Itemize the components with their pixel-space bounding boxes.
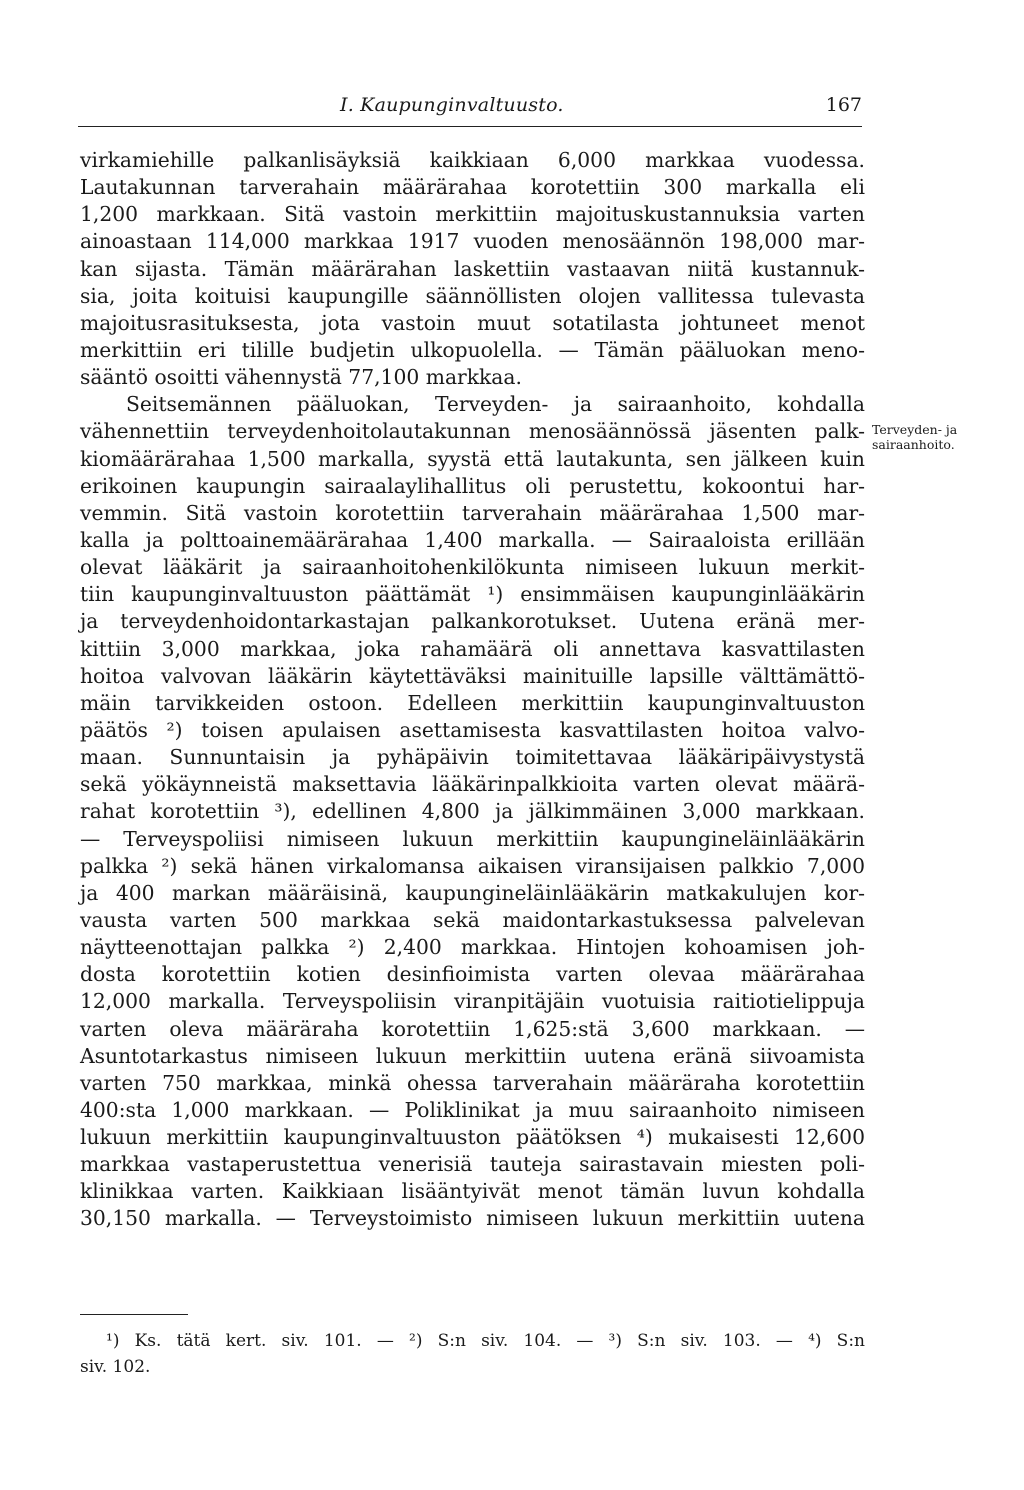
body-line: rahat korotettiin ³), edellinen 4,800 ja jälkimmäinen 3,000 markkaan. <box>80 799 865 824</box>
body-line: ainoastaan 114,000 markkaa 1917 vuoden menosäännön 198,000 mar- <box>80 229 865 254</box>
body-line: päätös ²) toisen apulaisen asettamisesta kasvattilasten hoitoa valvo- <box>80 717 865 742</box>
body-line: 12,000 markalla. Terveyspoliisin viranpitäjäin vuotuisia raitiotielippuja <box>80 989 865 1014</box>
body-line: 1,200 markkaan. Sitä vastoin merkittiin majoituskustannuksia varten <box>80 202 865 227</box>
body-line: lukuun merkittiin kaupunginvaltuuston päätöksen ⁴) mukaisesti 12,600 <box>80 1125 865 1150</box>
body-line: vemmin. Sitä vastoin korotettiin tarverahain määrärahaa 1,500 mar- <box>80 500 865 525</box>
footnote-rule <box>80 1314 188 1315</box>
body-line: kittiin 3,000 markkaa, joka rahamäärä oli annettava kasvattilasten <box>80 636 865 661</box>
body-line: ja terveydenhoidontarkastajan palkankorotukset. Uutena eränä mer- <box>80 609 865 634</box>
running-title: I. Kaupunginvaltuusto. <box>340 94 564 116</box>
body-line: varten oleva määräraha korotettiin 1,625:stä 3,600 markkaan. — <box>80 1016 865 1041</box>
running-header <box>78 92 862 122</box>
margin-note-line: Terveyden- ja <box>872 422 958 437</box>
margin-note <box>872 422 992 452</box>
body-line: virkamiehille palkanlisäyksiä kaikkiaan 6,000 markkaa vuodessa. <box>80 148 865 172</box>
body-text <box>80 147 865 1233</box>
body-line: dosta korotettiin kotien desinfioimista varten olevaa määrärahaa <box>80 962 865 987</box>
body-line: erikoinen kaupungin sairaalaylihallitus oli perustettu, kokoontui har- <box>80 473 865 498</box>
body-line: tiin kaupunginvaltuuston päättämät ¹) ensimmäisen kaupunginlääkärin <box>80 582 865 607</box>
header-rule <box>78 126 862 127</box>
body-line: Asuntotarkastus nimiseen lukuun merkittiin uutena eränä siivoamista <box>80 1043 865 1068</box>
body-line: maan. Sunnuntaisin ja pyhäpäivin toimitettavaa lääkäripäivystystä <box>80 745 865 770</box>
body-line: klinikkaa varten. Kaikkiaan lisääntyivät menot tämän luvun kohdalla <box>80 1179 865 1204</box>
footnote-line: siv. 102. <box>80 1357 151 1377</box>
body-line: — Terveyspoliisi nimiseen lukuun merkittiin kaupungineläinlääkärin <box>80 826 865 851</box>
body-line: näytteenottajan palkka ²) 2,400 markkaa. Hintojen kohoamisen joh- <box>80 935 865 960</box>
body-line: sääntö osoitti vähennystä 77,100 markkaa. <box>80 365 522 390</box>
body-line: vausta varten 500 markkaa sekä maidontarkastuksessa palvelevan <box>80 907 865 932</box>
body-line: Seitsemännen pääluokan, Terveyden- ja sairaanhoito, kohdalla <box>126 392 865 417</box>
body-line: kalla ja polttoainemäärärahaa 1,400 markalla. — Sairaaloista erillään <box>80 527 865 552</box>
body-line: merkittiin eri tilille budjetin ulkopuolella. — Tämän pääluokan meno- <box>80 337 865 362</box>
body-line: palkka ²) sekä hänen virkalomansa aikaisen viransijaisen palkkio 7,000 <box>80 853 865 878</box>
body-line: vähennettiin terveydenhoitolautakunnan menosäännössä jäsenten palk- <box>80 419 865 444</box>
footnotes <box>80 1328 865 1380</box>
body-line: kan sijasta. Tämän määrärahan laskettiin vastaavan niitä kustannuk- <box>80 256 865 281</box>
body-line: olevat lääkärit ja sairaanhoitohenkilökunta nimiseen lukuun merkit- <box>80 555 865 580</box>
body-line: ja 400 markan määräisinä, kaupungineläinlääkärin matkakulujen kor- <box>80 880 865 905</box>
body-line: Lautakunnan tarverahain määrärahaa korotettiin 300 markalla eli <box>80 175 865 200</box>
body-line: sia, joita koituisi kaupungille säännöllisten olojen vallitessa tulevasta <box>80 283 865 308</box>
margin-note-line: sairaanhoito. <box>872 437 955 452</box>
page-number: 167 <box>825 94 862 116</box>
body-line: markkaa vastaperustettua venerisiä tauteja sairastavain miesten poli- <box>80 1152 865 1177</box>
body-line: 400:sta 1,000 markkaan. — Poliklinikat ja muu sairaanhoito nimiseen <box>80 1097 865 1122</box>
body-line: kiomäärärahaa 1,500 markalla, syystä että lautakunta, sen jälkeen kuin <box>80 446 865 471</box>
body-line: varten 750 markkaa, minkä ohessa tarverahain määräraha korotettiin <box>80 1070 865 1095</box>
body-line: 30,150 markalla. — Terveystoimisto nimiseen lukuun merkittiin uutena <box>80 1206 865 1231</box>
footnote-line: ¹) Ks. tätä kert. siv. 101. — ²) S:n siv. 104. — ³) S:n siv. 103. — ⁴) S:n <box>106 1331 865 1351</box>
body-line: mäin tarvikkeiden ostoon. Edelleen merkittiin kaupunginvaltuuston <box>80 690 865 715</box>
body-line: hoitoa valvovan lääkärin käytettäväksi mainituille lapsille välttämättö- <box>80 663 865 688</box>
body-line: sekä yökäynneistä maksettavia lääkärinpalkkioita varten olevat määrä- <box>80 772 865 797</box>
body-line: majoitusrasituksesta, jota vastoin muut sotatilasta johtuneet menot <box>80 310 865 335</box>
